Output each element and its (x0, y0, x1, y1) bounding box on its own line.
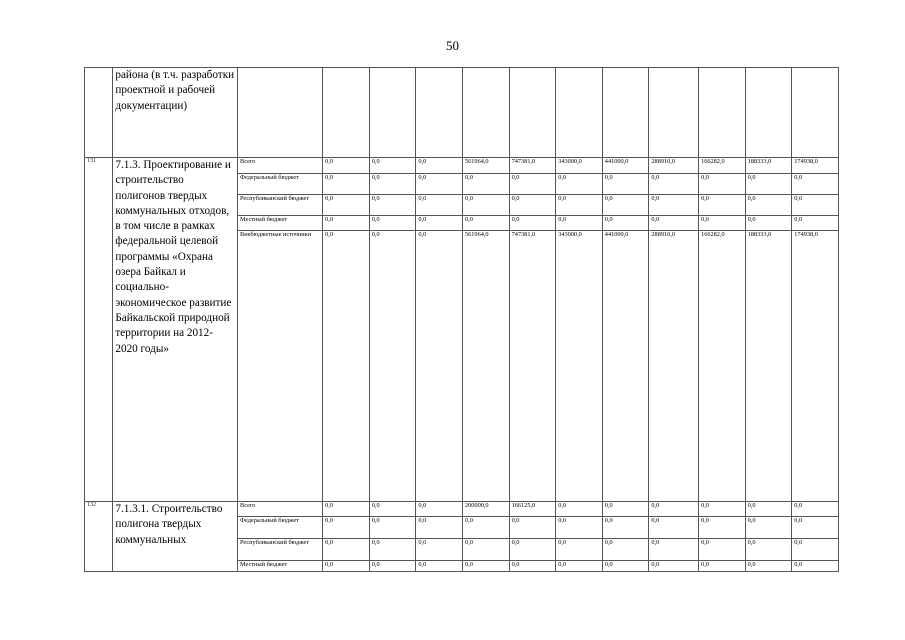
value-cell: 0,0 (323, 517, 370, 539)
value-cell: 561964,0 (462, 231, 509, 502)
value-cell: 174938,0 (792, 231, 839, 502)
value-cell (369, 68, 416, 158)
value-cell: 0,0 (416, 158, 463, 174)
value-cell: 0,0 (462, 174, 509, 195)
value-cell: 0,0 (462, 195, 509, 216)
funding-source-label: Внебюджетные источники (238, 231, 323, 502)
value-cell: 0,0 (369, 502, 416, 517)
value-cell: 0,0 (649, 174, 699, 195)
funding-source-label: Местный бюджет (238, 561, 323, 572)
value-cell: 0,0 (602, 539, 649, 561)
value-cell: 561964,0 (462, 158, 509, 174)
value-cell (602, 68, 649, 158)
value-cell: 0,0 (462, 539, 509, 561)
value-cell: 188333,0 (745, 231, 792, 502)
value-cell: 0,0 (323, 174, 370, 195)
funding-source-label: Республиканский бюджет (238, 195, 323, 216)
value-cell: 0,0 (699, 502, 746, 517)
value-cell: 0,0 (745, 216, 792, 231)
value-cell: 0,0 (323, 231, 370, 502)
value-cell: 0,0 (792, 195, 839, 216)
value-cell: 288910,0 (649, 158, 699, 174)
value-cell: 0,0 (462, 517, 509, 539)
value-cell: 0,0 (745, 517, 792, 539)
value-cell: 343000,0 (556, 231, 603, 502)
value-cell: 0,0 (699, 195, 746, 216)
value-cell: 441000,0 (602, 231, 649, 502)
value-cell: 166282,0 (699, 231, 746, 502)
value-cell: 0,0 (369, 231, 416, 502)
value-cell: 166282,0 (699, 158, 746, 174)
value-cell: 0,0 (792, 502, 839, 517)
measure-name-cell: района (в т.ч. разработки проектной и рабочей документации) (113, 68, 238, 158)
value-cell: 0,0 (509, 517, 556, 539)
value-cell: 0,0 (602, 174, 649, 195)
value-cell: 0,0 (745, 195, 792, 216)
value-cell: 0,0 (323, 561, 370, 572)
value-cell: 0,0 (416, 195, 463, 216)
value-cell: 0,0 (745, 174, 792, 195)
value-cell: 0,0 (416, 231, 463, 502)
value-cell: 0,0 (323, 195, 370, 216)
value-cell: 0,0 (369, 517, 416, 539)
value-cell: 0,0 (369, 561, 416, 572)
table-row (85, 68, 839, 158)
value-cell: 0,0 (649, 561, 699, 572)
value-cell: 0,0 (649, 502, 699, 517)
value-cell (462, 68, 509, 158)
value-cell: 0,0 (369, 539, 416, 561)
value-cell: 0,0 (509, 539, 556, 561)
value-cell: 0,0 (509, 216, 556, 231)
value-cell (745, 68, 792, 158)
value-cell: 0,0 (509, 561, 556, 572)
value-cell: 0,0 (462, 216, 509, 231)
value-cell: 0,0 (745, 539, 792, 561)
value-cell: 0,0 (556, 561, 603, 572)
value-cell: 0,0 (792, 517, 839, 539)
value-cell: 0,0 (416, 517, 463, 539)
value-cell: 288910,0 (649, 231, 699, 502)
value-cell: 0,0 (745, 502, 792, 517)
value-cell: 0,0 (649, 517, 699, 539)
value-cell: 0,0 (556, 174, 603, 195)
value-cell: 0,0 (792, 561, 839, 572)
source-cell (238, 68, 323, 158)
value-cell: 0,0 (323, 502, 370, 517)
funding-source-label: Всего (238, 502, 323, 517)
value-cell: 0,0 (369, 158, 416, 174)
row-number-cell: 132 (85, 502, 113, 572)
value-cell: 0,0 (649, 195, 699, 216)
table-row (85, 158, 839, 174)
value-cell: 0,0 (556, 216, 603, 231)
value-cell: 747381,0 (509, 158, 556, 174)
funding-source-label: Федеральный бюджет (238, 174, 323, 195)
value-cell: 0,0 (416, 561, 463, 572)
measure-name-cell: 7.1.3.1. Строительство полигона твердых коммунальных (113, 502, 238, 572)
value-cell: 0,0 (416, 174, 463, 195)
measure-name-cell: 7.1.3. Проектирование и строительство полигонов твердых коммунальных отходов, в том числе в рамках федеральной целевой программы «Охрана озера Байкал и социально-экономическое развитие Байкальской природной территории на 2012-2020 годы» (113, 158, 238, 502)
value-cell: 0,0 (369, 216, 416, 231)
value-cell: 0,0 (699, 539, 746, 561)
value-cell: 0,0 (323, 216, 370, 231)
value-cell: 0,0 (509, 195, 556, 216)
value-cell: 0,0 (369, 174, 416, 195)
funding-source-label: Федеральный бюджет (238, 517, 323, 539)
value-cell (556, 68, 603, 158)
value-cell: 0,0 (323, 539, 370, 561)
value-cell: 0,0 (323, 158, 370, 174)
value-cell: 0,0 (556, 539, 603, 561)
value-cell: 0,0 (602, 561, 649, 572)
value-cell: 0,0 (745, 561, 792, 572)
value-cell: 0,0 (416, 539, 463, 561)
value-cell (509, 68, 556, 158)
value-cell (649, 68, 699, 158)
value-cell: 0,0 (369, 195, 416, 216)
value-cell: 747381,0 (509, 231, 556, 502)
value-cell: 343000,0 (556, 158, 603, 174)
value-cell: 0,0 (699, 561, 746, 572)
value-cell: 0,0 (699, 174, 746, 195)
value-cell (699, 68, 746, 158)
value-cell: 0,0 (462, 561, 509, 572)
funding-source-label: Местный бюджет (238, 216, 323, 231)
funding-source-label: Республиканский бюджет (238, 539, 323, 561)
value-cell: 0,0 (699, 216, 746, 231)
value-cell: 174938,0 (792, 158, 839, 174)
funding-source-label: Всего (238, 158, 323, 174)
value-cell: 0,0 (416, 502, 463, 517)
value-cell: 0,0 (509, 174, 556, 195)
value-cell: 0,0 (792, 174, 839, 195)
value-cell (323, 68, 370, 158)
row-number-cell (85, 68, 113, 158)
value-cell: 0,0 (602, 195, 649, 216)
value-cell: 0,0 (416, 216, 463, 231)
value-cell: 0,0 (792, 216, 839, 231)
value-cell: 0,0 (602, 216, 649, 231)
value-cell: 0,0 (649, 216, 699, 231)
value-cell (792, 68, 839, 158)
value-cell: 188333,0 (745, 158, 792, 174)
value-cell: 166125,0 (509, 502, 556, 517)
row-number-cell: 131 (85, 158, 113, 502)
value-cell: 441000,0 (602, 158, 649, 174)
budget-table (84, 67, 839, 572)
value-cell: 0,0 (556, 502, 603, 517)
value-cell (416, 68, 463, 158)
value-cell: 0,0 (556, 195, 603, 216)
value-cell: 0,0 (602, 502, 649, 517)
value-cell: 0,0 (792, 539, 839, 561)
value-cell: 200000,0 (462, 502, 509, 517)
value-cell: 0,0 (699, 517, 746, 539)
value-cell: 0,0 (556, 517, 603, 539)
page-number: 50 (446, 38, 459, 53)
table-row (85, 502, 839, 517)
value-cell: 0,0 (649, 539, 699, 561)
value-cell: 0,0 (602, 517, 649, 539)
